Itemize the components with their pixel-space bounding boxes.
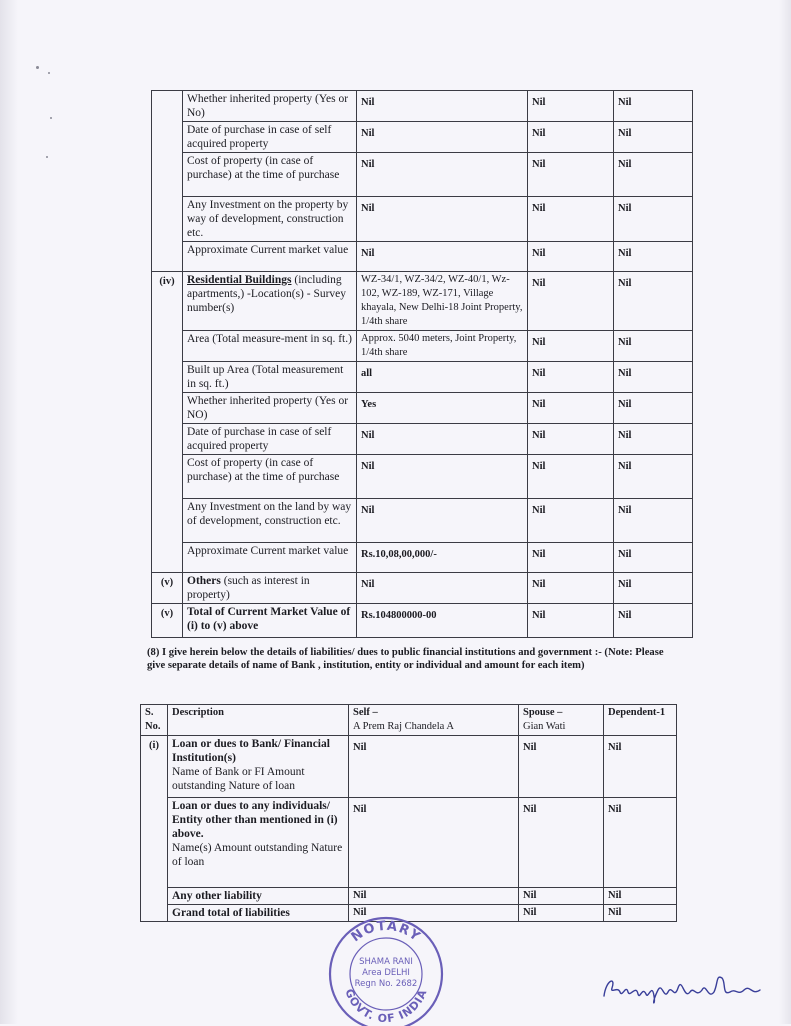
table-row [152, 573, 693, 604]
dependent-cell: Nil [614, 543, 693, 573]
self-cell: Nil [349, 888, 519, 905]
table-row [141, 798, 677, 888]
header-self-title: Self – [353, 707, 378, 718]
self-cell: Nil [357, 242, 528, 272]
spouse-cell: Nil [519, 905, 604, 922]
self-cell: Yes [357, 393, 528, 424]
header-sno: S. No. [141, 705, 168, 736]
immovable-assets-table [151, 90, 693, 638]
description-cell: Cost of property (in case of purchase) at the time of purchase [183, 455, 357, 499]
table-row [152, 91, 693, 122]
description-cell [183, 272, 357, 331]
spouse-cell: Nil [528, 424, 614, 455]
self-cell: Rs.10,08,00,000/- [357, 543, 528, 573]
sno-cell: (v) [152, 604, 183, 638]
header-spouse-title: Spouse – [523, 707, 563, 718]
spouse-cell: Nil [528, 393, 614, 424]
description-cell: Approximate Current market value [183, 242, 357, 272]
table-row [152, 197, 693, 242]
dependent-cell: Nil [614, 455, 693, 499]
liabilities-table [140, 704, 677, 922]
others-detail: (such as interest in property) [187, 575, 310, 601]
header-spouse [519, 705, 604, 736]
description-cell: Any Investment on the land by way of development, construction etc. [183, 499, 357, 543]
stamp-area: Area DELHI [362, 968, 410, 978]
table-row [152, 362, 693, 393]
spouse-cell: Nil [528, 573, 614, 604]
spouse-cell: Nil [528, 122, 614, 153]
description-cell [168, 736, 349, 798]
dependent-cell: Nil [614, 242, 693, 272]
loan-individual-heading: Loan or dues to any individuals/ Entity other than mentioned in (i) above. [172, 800, 338, 840]
header-self [349, 705, 519, 736]
signature [598, 966, 770, 1010]
table-row [152, 604, 693, 638]
spouse-cell: Nil [528, 362, 614, 393]
description-cell [183, 573, 357, 604]
self-cell: Nil [357, 91, 528, 122]
dependent-cell: Nil [614, 272, 693, 331]
paper-speck [50, 117, 52, 119]
paper-speck [36, 66, 39, 69]
spouse-cell: Nil [528, 242, 614, 272]
dependent-cell: Nil [614, 362, 693, 393]
dependent-cell: Nil [604, 888, 677, 905]
loan-bank-heading: Loan or dues to Bank/ Financial Institution(s) [172, 738, 330, 764]
table-row [152, 499, 693, 543]
description-cell: Any other liability [168, 888, 349, 905]
spouse-cell: Nil [519, 736, 604, 798]
table-row [152, 272, 693, 331]
description-cell: Whether inherited property (Yes or No) [183, 91, 357, 122]
header-dependent: Dependent-1 [604, 705, 677, 736]
spouse-cell: Nil [519, 798, 604, 888]
description-cell: Grand total of liabilities [168, 905, 349, 922]
self-cell: Nil [349, 736, 519, 798]
header-description: Description [168, 705, 349, 736]
dependent-cell: Nil [604, 798, 677, 888]
stamp-top-text: NOTARY [348, 918, 424, 946]
description-cell: Any Investment on the property by way of development, construction etc. [183, 197, 357, 242]
description-cell: Approximate Current market value [183, 543, 357, 573]
table-row [152, 242, 693, 272]
spouse-cell: Nil [528, 272, 614, 331]
dependent-cell: Nil [614, 424, 693, 455]
residential-buildings-heading: Residential Buildings [187, 274, 292, 286]
paper-speck [46, 156, 48, 158]
self-cell: Nil [357, 122, 528, 153]
dependent-cell: Nil [614, 573, 693, 604]
table-header-row [141, 705, 677, 736]
page-left-edge [0, 0, 18, 1024]
spouse-cell: Nil [528, 543, 614, 573]
self-cell: Nil [357, 153, 528, 197]
stamp-bottom-text: GOVT. OF INDIA [342, 987, 430, 1026]
self-cell: WZ-34/1, WZ-34/2, WZ-40/1, Wz-102, WZ-189, WZ-171, Village khayala, New Delhi-18 Joint Property, 1/4th share [357, 272, 528, 331]
dependent-cell: Nil [614, 331, 693, 362]
dependent-cell: Nil [604, 905, 677, 922]
spouse-cell: Nil [528, 604, 614, 638]
self-cell: Nil [357, 424, 528, 455]
others-heading: Others [187, 575, 221, 587]
self-cell: Nil [357, 499, 528, 543]
spouse-cell: Nil [528, 331, 614, 362]
dependent-cell: Nil [614, 197, 693, 242]
description-cell: Whether inherited property (Yes or NO) [183, 393, 357, 424]
self-cell: Approx. 5040 meters, Joint Property, 1/4th share [357, 331, 528, 362]
dependent-cell: Nil [604, 736, 677, 798]
self-cell: all [357, 362, 528, 393]
header-self-name: A Prem Raj Chandela A [353, 721, 454, 732]
spouse-cell: Nil [528, 499, 614, 543]
table-row [152, 393, 693, 424]
self-cell: Rs.104800000-00 [357, 604, 528, 638]
spouse-cell: Nil [528, 197, 614, 242]
self-cell: Nil [357, 197, 528, 242]
table-row [152, 122, 693, 153]
table-row [152, 331, 693, 362]
description-cell [168, 798, 349, 888]
stamp-regn: Regn No. 2682 [354, 979, 418, 989]
table-row [152, 153, 693, 197]
notary-stamp [322, 914, 450, 1026]
residential-buildings-detail: (including apartments,) -Location(s) - Survey number(s) [187, 274, 347, 314]
table-row [141, 736, 677, 798]
spouse-cell: Nil [528, 91, 614, 122]
sno-cell: (i) [141, 736, 168, 922]
description-cell: Total of Current Market Value of (i) to (v) above [183, 604, 357, 638]
dependent-cell: Nil [614, 499, 693, 543]
liabilities-intro: (8) I give herein below the details of liabilities/ dues to public financial institutions and government :- (Note: Please give separate details of name of Bank , institution, entity or individual and amount for each item) [147, 647, 664, 671]
sno-cell [152, 91, 183, 272]
dependent-cell: Nil [614, 604, 693, 638]
description-cell: Cost of property (in case of purchase) at the time of purchase [183, 153, 357, 197]
dependent-cell: Nil [614, 122, 693, 153]
table-row [152, 424, 693, 455]
stamp-name: SHAMA RANI [359, 957, 413, 967]
paper-speck [48, 72, 50, 74]
spouse-cell: Nil [528, 153, 614, 197]
self-cell: Nil [357, 573, 528, 604]
dependent-cell: Nil [614, 91, 693, 122]
self-cell: Nil [349, 798, 519, 888]
table-row [152, 455, 693, 499]
description-cell: Area (Total measure-ment in sq. ft.) [183, 331, 357, 362]
dependent-cell: Nil [614, 393, 693, 424]
self-cell: Nil [349, 905, 519, 922]
dependent-cell: Nil [614, 153, 693, 197]
spouse-cell: Nil [528, 455, 614, 499]
sno-cell: (iv) [152, 272, 183, 573]
sno-cell: (v) [152, 573, 183, 604]
description-cell: Date of purchase in case of self acquired property [183, 122, 357, 153]
loan-bank-detail: Name of Bank or FI Amount outstanding Nature of loan [172, 766, 305, 792]
header-spouse-name: Gian Wati [523, 721, 566, 732]
table-row [152, 543, 693, 573]
table-row [141, 888, 677, 905]
loan-individual-detail: Name(s) Amount outstanding Nature of loan [172, 842, 343, 868]
spouse-cell: Nil [519, 888, 604, 905]
description-cell: Date of purchase in case of self acquired property [183, 424, 357, 455]
self-cell: Nil [357, 455, 528, 499]
description-cell: Built up Area (Total measurement in sq. ft.) [183, 362, 357, 393]
page-right-edge [779, 0, 791, 1024]
